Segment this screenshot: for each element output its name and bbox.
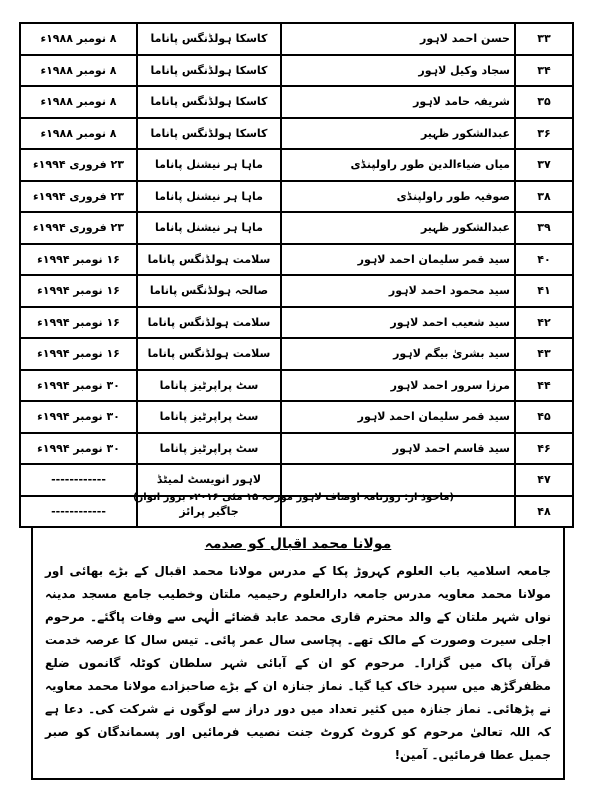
- company-cell: کاسکا ہولڈنگس پاناما: [137, 55, 281, 87]
- serial-number-cell: ۳۶: [515, 118, 573, 150]
- table-row: [20, 55, 573, 87]
- serial-number-cell: ۳۸: [515, 181, 573, 213]
- notice-body: جامعہ اسلامیہ باب العلوم کہروڑ پکا کے مدرس مولانا محمد اقبال کے بڑے بھائی اور مولانا محمد معاویہ مدرس جامعہ دارالعلوم رحیمیہ ملتان وخطیب جامع مسجد مدینہ نواں شہر ملتان کے والد محترم قاری محمد عابد قضائے الٰہی سے وفات پاگئے۔ مرحوم اجلی سیرت وصورت کے مالک تھے۔ پچاسی سال عمر پائی۔ تیس سال کا عرصہ خدمت قرآن پاک میں گزارا۔ مرحوم کو ان کے آبائی شہر سلطان کوٹلہ گانموں ضلع مظفرگڑھ میں سپرد خاک کیا گیا۔ نماز جنازہ ان کے بڑے صاحبزادے مولانا محمد معاویہ نے پڑھائی۔ نماز جنازہ میں کثیر تعداد میں دور دراز سے لوگوں نے شرکت کی۔ دعا ہے کہ اللہ تعالیٰ مرحوم کو کروٹ کروٹ جنت نصیب فرمائیں اور پسماندگان کو صبر جمیل عطا فرمائیں۔ آمین!: [45, 564, 551, 762]
- name-cell: صوفیہ طور راولپنڈی: [281, 181, 515, 213]
- date-cell: ۸ نومبر ۱۹۸۸ء: [20, 118, 137, 150]
- company-cell: سٹ پراپرٹیز پاناما: [137, 433, 281, 465]
- date-cell: ۳۰ نومبر ۱۹۹۴ء: [20, 401, 137, 433]
- table-row: [20, 149, 573, 181]
- source-note: (ماخوذ از: روزنامہ اوصاف لاہور مورخہ ۱۵ مئی ۲۰۱۶ء بروز اتوار): [132, 492, 454, 503]
- company-cell: کاسکا ہولڈنگس پاناما: [137, 23, 281, 55]
- date-cell: ۱۶ نومبر ۱۹۹۴ء: [20, 307, 137, 339]
- table-row: [20, 401, 573, 433]
- table-row: [20, 338, 573, 370]
- name-cell: عبدالشکور ظہیر: [281, 212, 515, 244]
- date-cell: ۲۳ فروری ۱۹۹۴ء: [20, 149, 137, 181]
- name-cell: سید محمود احمد لاہور: [281, 275, 515, 307]
- name-cell: سید قاسم احمد لاہور: [281, 433, 515, 465]
- date-cell: ۸ نومبر ۱۹۸۸ء: [20, 86, 137, 118]
- date-cell: ۸ نومبر ۱۹۸۸ء: [20, 55, 137, 87]
- company-cell: ماہا ہر نیشنل پاناما: [137, 149, 281, 181]
- serial-number-cell: ۴۴: [515, 370, 573, 402]
- table-row: [20, 118, 573, 150]
- condolence-notice: [31, 526, 565, 780]
- company-cell: سلامت ہولڈنگس پاناما: [137, 244, 281, 276]
- date-cell: ------------: [20, 464, 137, 496]
- members-table: [19, 22, 574, 528]
- table-row: [20, 212, 573, 244]
- date-cell: ------------: [20, 496, 137, 528]
- date-cell: ۳۰ نومبر ۱۹۹۴ء: [20, 433, 137, 465]
- serial-number-cell: ۴۱: [515, 275, 573, 307]
- company-cell: ماہا ہر نیشنل پاناما: [137, 212, 281, 244]
- table-row: [20, 275, 573, 307]
- serial-number-cell: ۴۵: [515, 401, 573, 433]
- name-cell: سید قمر سلیمان احمد لاہور: [281, 401, 515, 433]
- serial-number-cell: ۳۷: [515, 149, 573, 181]
- date-cell: ۲۳ فروری ۱۹۹۴ء: [20, 181, 137, 213]
- table-row: [20, 370, 573, 402]
- table-row: [20, 23, 573, 55]
- company-cell: سٹ پراپرٹیز پاناما: [137, 401, 281, 433]
- serial-number-cell: ۳۵: [515, 86, 573, 118]
- date-cell: ۳۰ نومبر ۱۹۹۴ء: [20, 370, 137, 402]
- serial-number-cell: ۳۹: [515, 212, 573, 244]
- company-cell: لاہور انویسٹ لمیٹڈ: [137, 464, 281, 496]
- table-row: [20, 181, 573, 213]
- serial-number-cell: ۳۳: [515, 23, 573, 55]
- name-cell: [281, 464, 515, 496]
- company-cell: کاسکا ہولڈنگس پاناما: [137, 118, 281, 150]
- name-cell: مرزا سرور احمد لاہور: [281, 370, 515, 402]
- company-cell: سٹ پراپرٹیز پاناما: [137, 370, 281, 402]
- serial-number-cell: ۳۴: [515, 55, 573, 87]
- table-row: [20, 86, 573, 118]
- date-cell: ۱۶ نومبر ۱۹۹۴ء: [20, 244, 137, 276]
- table-body: [20, 23, 573, 527]
- notice-title: مولانا محمد اقبال کو صدمہ: [204, 536, 392, 552]
- date-cell: ۱۶ نومبر ۱۹۹۴ء: [20, 338, 137, 370]
- table-row: [20, 464, 573, 496]
- name-cell: سید شعیب احمد لاہور: [281, 307, 515, 339]
- serial-number-cell: ۴۰: [515, 244, 573, 276]
- date-cell: ۸ نومبر ۱۹۸۸ء: [20, 23, 137, 55]
- company-cell: سلامت ہولڈنگس پاناما: [137, 307, 281, 339]
- serial-number-cell: ۴۷: [515, 464, 573, 496]
- company-cell: ماہا ہر نیشنل پاناما: [137, 181, 281, 213]
- name-cell: سجاد وکیل لاہور: [281, 55, 515, 87]
- company-cell: سلامت ہولڈنگس پاناما: [137, 338, 281, 370]
- company-cell: جاگیر پرائز: [137, 496, 281, 528]
- name-cell: عبدالشکور ظہیر: [281, 118, 515, 150]
- serial-number-cell: ۴۲: [515, 307, 573, 339]
- serial-number-cell: ۴۶: [515, 433, 573, 465]
- table-row: [20, 433, 573, 465]
- table-row: [20, 307, 573, 339]
- serial-number-cell: ۴۸: [515, 496, 573, 528]
- name-cell: سید بشریٰ بیگم لاہور: [281, 338, 515, 370]
- company-cell: صالحہ ہولڈنگس پاناما: [137, 275, 281, 307]
- name-cell: سید قمر سلیمان احمد لاہور: [281, 244, 515, 276]
- date-cell: ۲۳ فروری ۱۹۹۴ء: [20, 212, 137, 244]
- name-cell: شریفہ حامد لاہور: [281, 86, 515, 118]
- table-row: [20, 244, 573, 276]
- serial-number-cell: ۴۳: [515, 338, 573, 370]
- company-cell: کاسکا ہولڈنگس پاناما: [137, 86, 281, 118]
- date-cell: ۱۶ نومبر ۱۹۹۴ء: [20, 275, 137, 307]
- name-cell: میاں ضیاءالدین طور راولپنڈی: [281, 149, 515, 181]
- name-cell: حسن احمد لاہور: [281, 23, 515, 55]
